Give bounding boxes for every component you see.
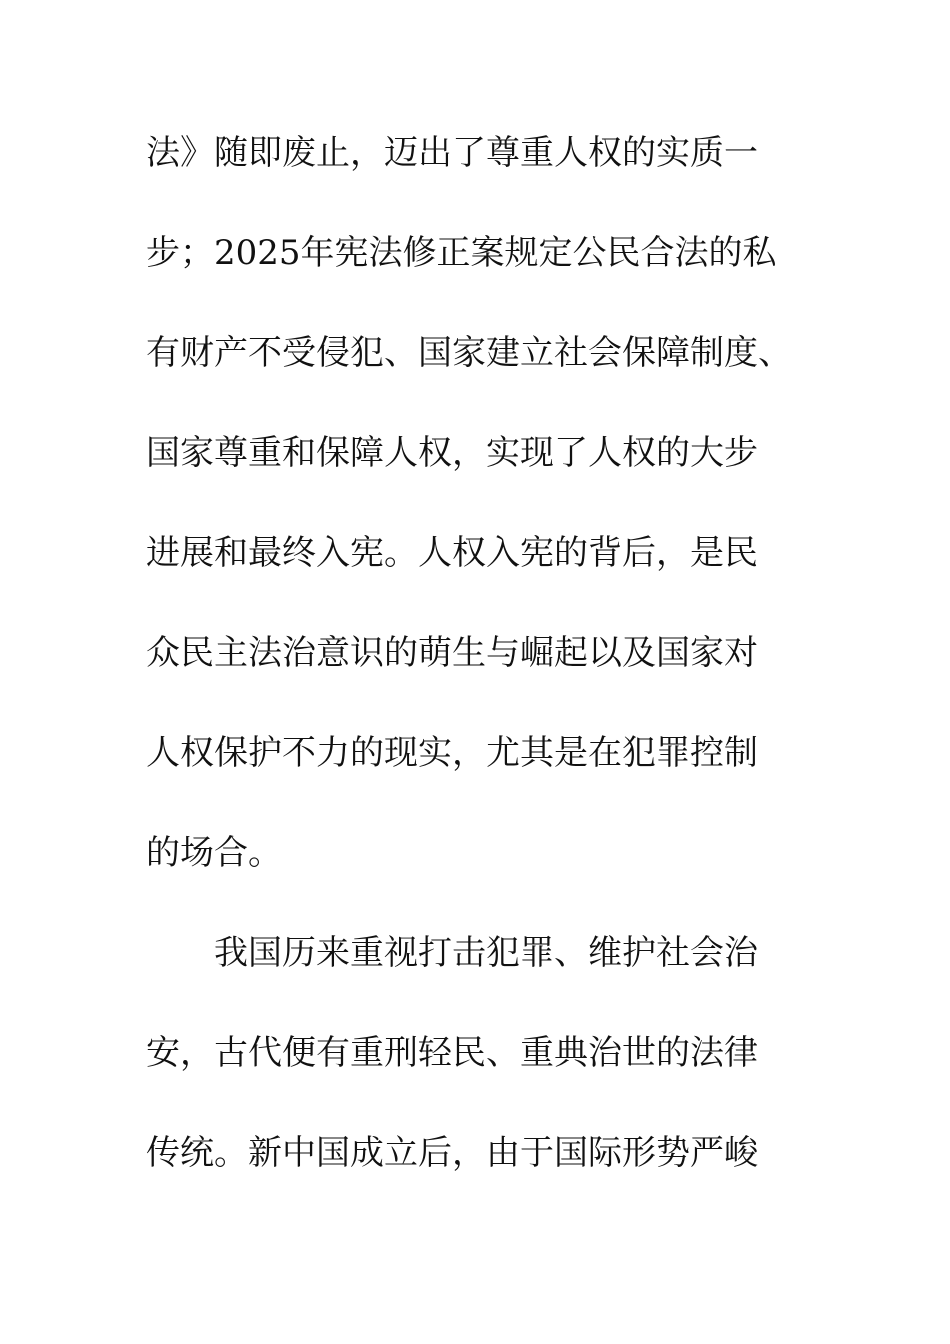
paragraph-line: 安，古代便有重刑轻民、重典治世的法律 bbox=[146, 1033, 758, 1073]
paragraph-first-line: 我国历来重视打击犯罪、维护社会治 bbox=[214, 933, 758, 973]
paragraph-line: 的场合。 bbox=[146, 833, 282, 873]
paragraph-line: 有财产不受侵犯、国家建立社会保障制度、 bbox=[146, 333, 792, 373]
paragraph-line: 步；2025年宪法修正案规定公民合法的私 bbox=[146, 233, 777, 273]
paragraph-line: 国家尊重和保障人权，实现了人权的大步 bbox=[146, 433, 758, 473]
paragraph-line: 传统。新中国成立后，由于国际形势严峻 bbox=[146, 1133, 758, 1173]
paragraph-line: 人权保护不力的现实，尤其是在犯罪控制 bbox=[146, 733, 758, 773]
paragraph-line: 众民主法治意识的萌生与崛起以及国家对 bbox=[146, 633, 758, 673]
paragraph-line: 进展和最终入宪。人权入宪的背后，是民 bbox=[146, 533, 758, 573]
paragraph-line: 法》随即废止，迈出了尊重人权的实质一 bbox=[146, 133, 758, 173]
